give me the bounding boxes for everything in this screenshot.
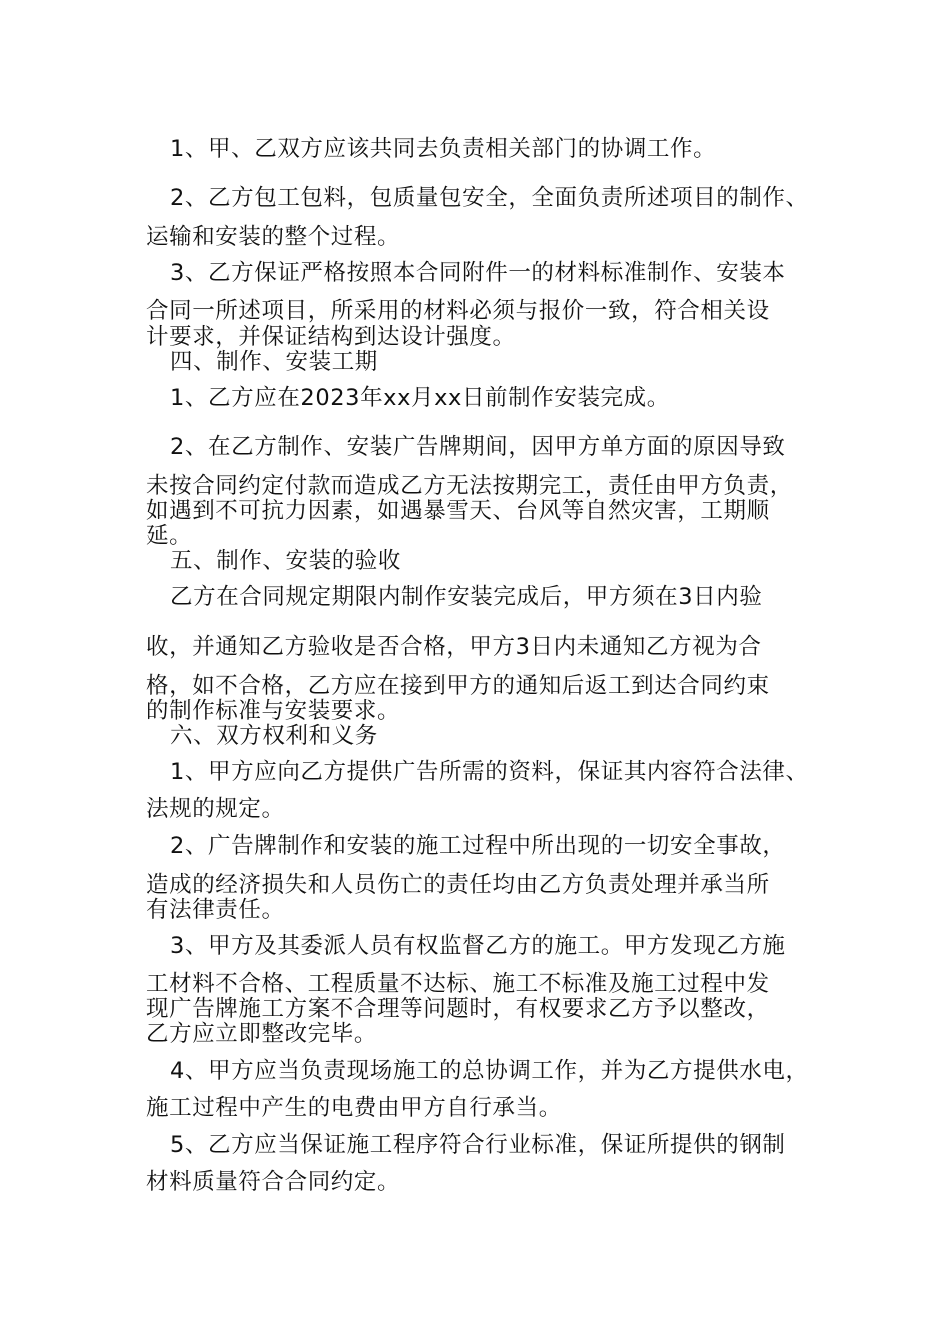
- text-line: 格，如不合格，乙方应在接到甲方的通知后返工到达合同约束: [146, 673, 770, 699]
- text-line: 2、广告牌制作和安装的施工过程中所出现的一切安全事故，: [170, 833, 786, 859]
- text-line: 法规的规定。: [146, 796, 285, 822]
- text-line: 未按合同约定付款而造成乙方无法按期完工，责任由甲方负责，: [146, 473, 793, 499]
- text-line: 有法律责任。: [146, 897, 285, 923]
- text-line: 1、甲方应向乙方提供广告所需的资料，保证其内容符合法律、: [170, 759, 809, 785]
- section-heading: 六、双方权利和义务: [170, 723, 378, 749]
- text-line: 造成的经济损失和人员伤亡的责任均由乙方负责处理并承当所: [146, 872, 770, 898]
- text-line: 运输和安装的整个过程。: [146, 224, 401, 250]
- text-line: 工材料不合格、工程质量不达标、施工不标准及施工过程中发: [146, 971, 770, 997]
- text-line: 2、在乙方制作、安装广告牌期间，因甲方单方面的原因导致: [170, 434, 786, 460]
- text-line: 3、乙方保证严格按照本合同附件一的材料标准制作、安装本: [170, 260, 786, 286]
- text-line: 计要求，并保证结构到达设计强度。: [146, 324, 516, 350]
- text-line: 的制作标准与安装要求。: [146, 698, 401, 724]
- text-line: 3、甲方及其委派人员有权监督乙方的施工。甲方发现乙方施: [170, 933, 786, 959]
- text-line: 2、乙方包工包料，包质量包安全，全面负责所述项目的制作、: [170, 185, 809, 211]
- text-line: 乙方应立即整改完毕。: [146, 1021, 378, 1047]
- text-line: 1、甲、乙双方应该共同去负责相关部门的协调工作。: [170, 136, 717, 162]
- text-line: 乙方在合同规定期限内制作安装完成后，甲方须在3日内验: [170, 584, 763, 610]
- text-line: 1、乙方应在2023年xx月xx日前制作安装完成。: [170, 385, 670, 411]
- text-line: 延。: [146, 523, 193, 549]
- text-line: 收，并通知乙方验收是否合格，甲方3日内未通知乙方视为合: [146, 634, 762, 660]
- section-heading: 五、制作、安装的验收: [170, 548, 402, 574]
- text-line: 现广告牌施工方案不合理等问题时，有权要求乙方予以整改，: [146, 996, 770, 1022]
- text-line: 4、甲方应当负责现场施工的总协调工作，并为乙方提供水电，: [170, 1058, 809, 1084]
- text-line: 5、乙方应当保证施工程序符合行业标准，保证所提供的钢制: [170, 1132, 786, 1158]
- text-line: 如遇到不可抗力因素，如遇暴雪天、台风等自然灾害，工期顺: [146, 498, 770, 524]
- text-line: 材料质量符合合同约定。: [146, 1169, 401, 1195]
- text-line: 合同一所述项目，所采用的材料必须与报价一致，符合相关设: [146, 298, 770, 324]
- text-line: 施工过程中产生的电费由甲方自行承当。: [146, 1095, 562, 1121]
- section-heading: 四、制作、安装工期: [170, 349, 378, 375]
